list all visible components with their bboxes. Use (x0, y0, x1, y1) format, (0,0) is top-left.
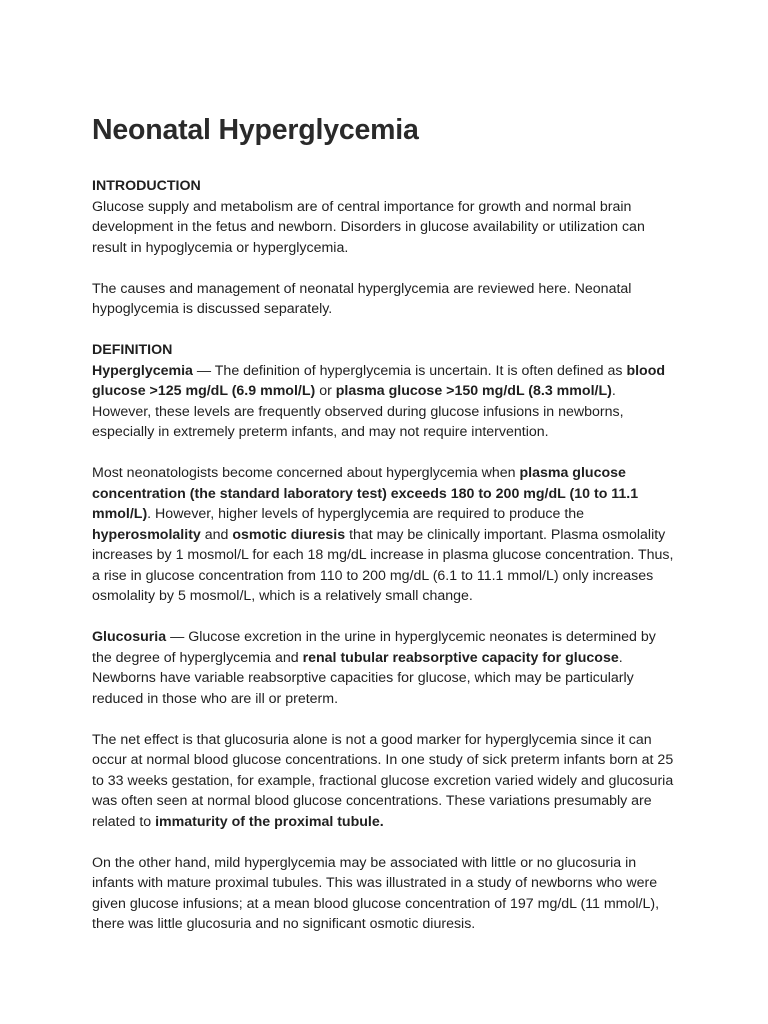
introduction-paragraph-2: The causes and management of neonatal hyperglycemia are reviewed here. Neonatal hypoglycemia is discussed separately. (92, 280, 632, 317)
paragraph-text: that may be clinically important. Plasma osmolality increases by 1 mosmol/L for each 18 mg/dL increase in plasma glucose concentration. Thus, a rise in glucose concentration from 110 to 200 mg/dL (6.1 to 11.1 mmol/L) only increases osmolality by 5 mosmol/L, which is a relatively small change. (92, 526, 674, 604)
term-glucosuria: Glucosuria (92, 629, 167, 645)
definition-paragraph-hyperglycemia (92, 361, 678, 443)
page-title: Neonatal Hyperglycemia (92, 114, 419, 146)
paragraph-text: — The definition of hyperglycemia is uncertain. It is often defined as (192, 362, 627, 379)
emphasis-blood-glucose: blood glucose >125 mg/dL (6.9 mmol/L) (92, 362, 666, 399)
emphasis-proximal-tubule: immaturity of the proximal tubule. (155, 813, 384, 830)
emphasis-hyperosmolality: hyperosmolality (92, 526, 201, 543)
emphasis-plasma-glucose-threshold: plasma glucose concentration (the standard laboratory test) exceeds 180 to 200 mg/dL (10 to 11.1 mmol/L) (92, 465, 639, 522)
paragraph-text: The net effect is that glucosuria alone is not a good marker for hyperglycemia since it can occur at normal blood glucose concentrations. In one study of sick preterm infants born at 25 to 33 weeks gestation, for example, fractional glucose excretion varied widely and glucosuria was often seen at normal blood glucose concentrations. These variations presumably are related to (92, 731, 674, 830)
paragraph-text: or (315, 383, 336, 399)
paragraph-text: — Glucose excretion in the urine in hyperglycemic neonates is determined by the degree of hyperglycemia and (92, 629, 656, 666)
paragraph-text: . However, these levels are frequently observed during glucose infusions in newborns, especially in extremely preterm infants, and may not require intervention. (92, 383, 624, 440)
section-heading-definition: DEFINITION (92, 342, 173, 358)
emphasis-renal-reabsorption: renal tubular reabsorptive capacity for glucose (302, 649, 619, 666)
definition-paragraph-concern (92, 463, 678, 607)
introduction-paragraph-1: Glucose supply and metabolism are of central importance for growth and normal brain development in the fetus and newborn. Disorders in glucose availability or utilization can result in hypoglycemia or hyperglycemia. (92, 198, 645, 256)
paragraph-text: Most neonatologists become concerned about hyperglycemia when (92, 465, 520, 481)
definition-paragraph-glucosuria (92, 627, 678, 709)
term-hyperglycemia: Hyperglycemia (92, 362, 193, 379)
emphasis-osmotic-diuresis: osmotic diuresis (232, 526, 346, 543)
paragraph-text: and (200, 526, 233, 543)
emphasis-plasma-glucose: plasma glucose >150 mg/dL (8.3 mmol/L) (335, 383, 612, 399)
paragraph-text: . However, higher levels of hyperglycemia are required to produce the (147, 506, 585, 522)
paragraph-text: . Newborns have variable reabsorptive capacities for glucose, which may be particularly reduced in those who are ill or preterm. (92, 649, 634, 707)
definition-paragraph-mild-hyperglycemia: On the other hand, mild hyperglycemia may be associated with little or no glucosuria in infants with mature proximal tubules. This was illustrated in a study of newborns who were given glucose infusions; at a mean blood glucose concentration of 197 mg/dL (11 mmol/L), there was little glucosuria and no significant osmotic diuresis. (92, 854, 660, 932)
section-heading-introduction: INTRODUCTION (92, 178, 201, 194)
definition-paragraph-net-effect (92, 730, 678, 833)
